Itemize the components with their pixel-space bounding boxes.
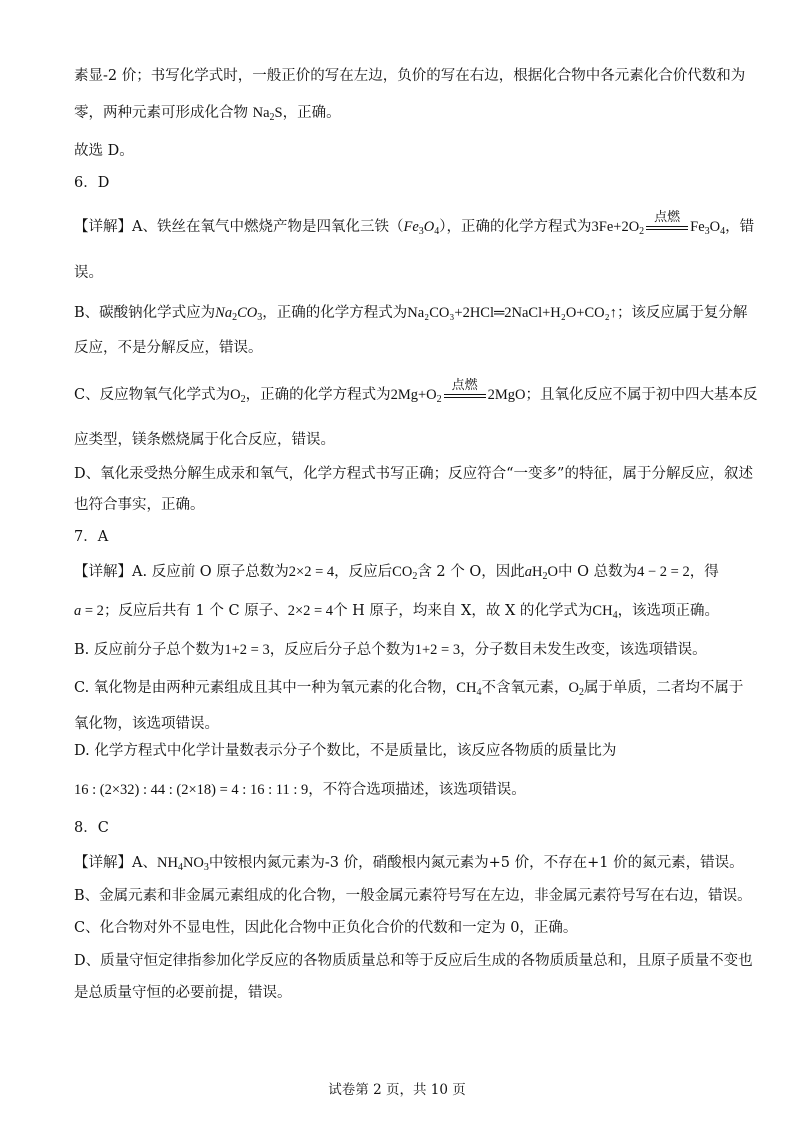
text-line: a = 2；反应后共有 1 个 C 原子、2×2 = 4个 H 原子，均来自 X，故 X 的化学式为$CH_4$，该选项正确。 xyxy=(74,603,720,621)
text-line: 16 : (2×32) : 44 : (2×18) = 4 : 16 : 11 : 9，不符合选项描述，该选项错误。 xyxy=(74,782,526,798)
text-line: 反应，不是分解反应，错误。 xyxy=(74,340,263,356)
text-line: 应类型，镁条燃烧属于化合反应，错误。 xyxy=(74,432,335,448)
text-line: D、质量守恒定律指参加化学反应的各物质质量总和等于反应后生成的各物质质量总和，且原子质量不变也 xyxy=(74,953,753,969)
text-line: 素显-2 价；书写化学式时，一般正价的写在左边，负价的写在右边，根据化合物中各元素化合价代数和为 xyxy=(74,68,746,84)
text-line: 【详解】A. 反应前 O 原子总数为2×2 = 4，反应后$CO_2$含 2 个 O，因此$aH_2O$中 O 总数为4 − 2 = 2，得 xyxy=(74,564,719,582)
text-line: 误。 xyxy=(74,265,103,281)
page-footer: 试卷第 2 页，共 10 页 xyxy=(328,1082,466,1098)
text-line: 【详解】A、铁丝在氧气中燃烧产物是四氧化三铁$(Fe_3O_4)$，正确的化学方程式为$3Fe+2O_2$ 点燃 $Fe_3O_4$，错 xyxy=(74,210,755,237)
text-line: C. 氧化物是由两种元素组成且其中一种为氧元素的化合物，$CH_4$不含氧元素，$O_2$属于单质，二者均不属于 xyxy=(74,680,744,698)
text-line: C、反应物氧气化学式为$O_2$，正确的化学方程式为$2Mg+O_2$ 点燃 2MgO；且氧化反应不属于初中四大基本反 xyxy=(74,378,758,405)
reaction-condition-equals: 点燃 xyxy=(644,217,690,237)
answer-7: 7．A xyxy=(74,529,109,545)
text-line: C、化合物对外不显电性，因此化合物中正负化合价的代数和一定为 0，正确。 xyxy=(74,920,578,936)
text-line: B. 反应前分子总个数为1+2 = 3，反应后分子总个数为1+2 = 3，分子数目未发生改变，该选项错误。 xyxy=(74,642,707,658)
text-line: 零，两种元素可形成化合物 $Na_2S$，正确。 xyxy=(74,105,341,123)
text-line: B、碳酸钠化学式应为$Na_2CO_3$，正确的化学方程式为Na₂CO₃+2HCl═2NaCl+H₂O+CO₂↑；该反应属于复分解 xyxy=(74,305,748,323)
text-line: 是总质量守恒的必要前提，错误。 xyxy=(74,985,292,1001)
text-line: 故选 D。 xyxy=(74,143,134,159)
reaction-condition-equals: 点燃 xyxy=(442,385,488,405)
text-line: D、氧化汞受热分解生成汞和氧气，化学方程式书写正确；反应符合“一变多”的特征，属于分解反应，叙述 xyxy=(74,466,753,482)
text-line: D. 化学方程式中化学计量数表示分子个数比，不是质量比，该反应各物质的质量比为 xyxy=(74,743,617,759)
text-line: 也符合事实，正确。 xyxy=(74,497,205,513)
text-line: 氧化物，该选项错误。 xyxy=(74,716,219,732)
text-line: B、金属元素和非金属元素组成的化合物，一般金属元素符号写在左边，非金属元素符号写在右边，错误。 xyxy=(74,888,752,904)
text-line: 【详解】A、$NH_4NO_3$中铵根内氮元素为-3 价，硝酸根内氮元素为+5 价，不存在+1 价的氮元素，错误。 xyxy=(74,855,744,873)
answer-6: 6．D xyxy=(74,175,110,191)
answer-8: 8．C xyxy=(74,820,109,836)
